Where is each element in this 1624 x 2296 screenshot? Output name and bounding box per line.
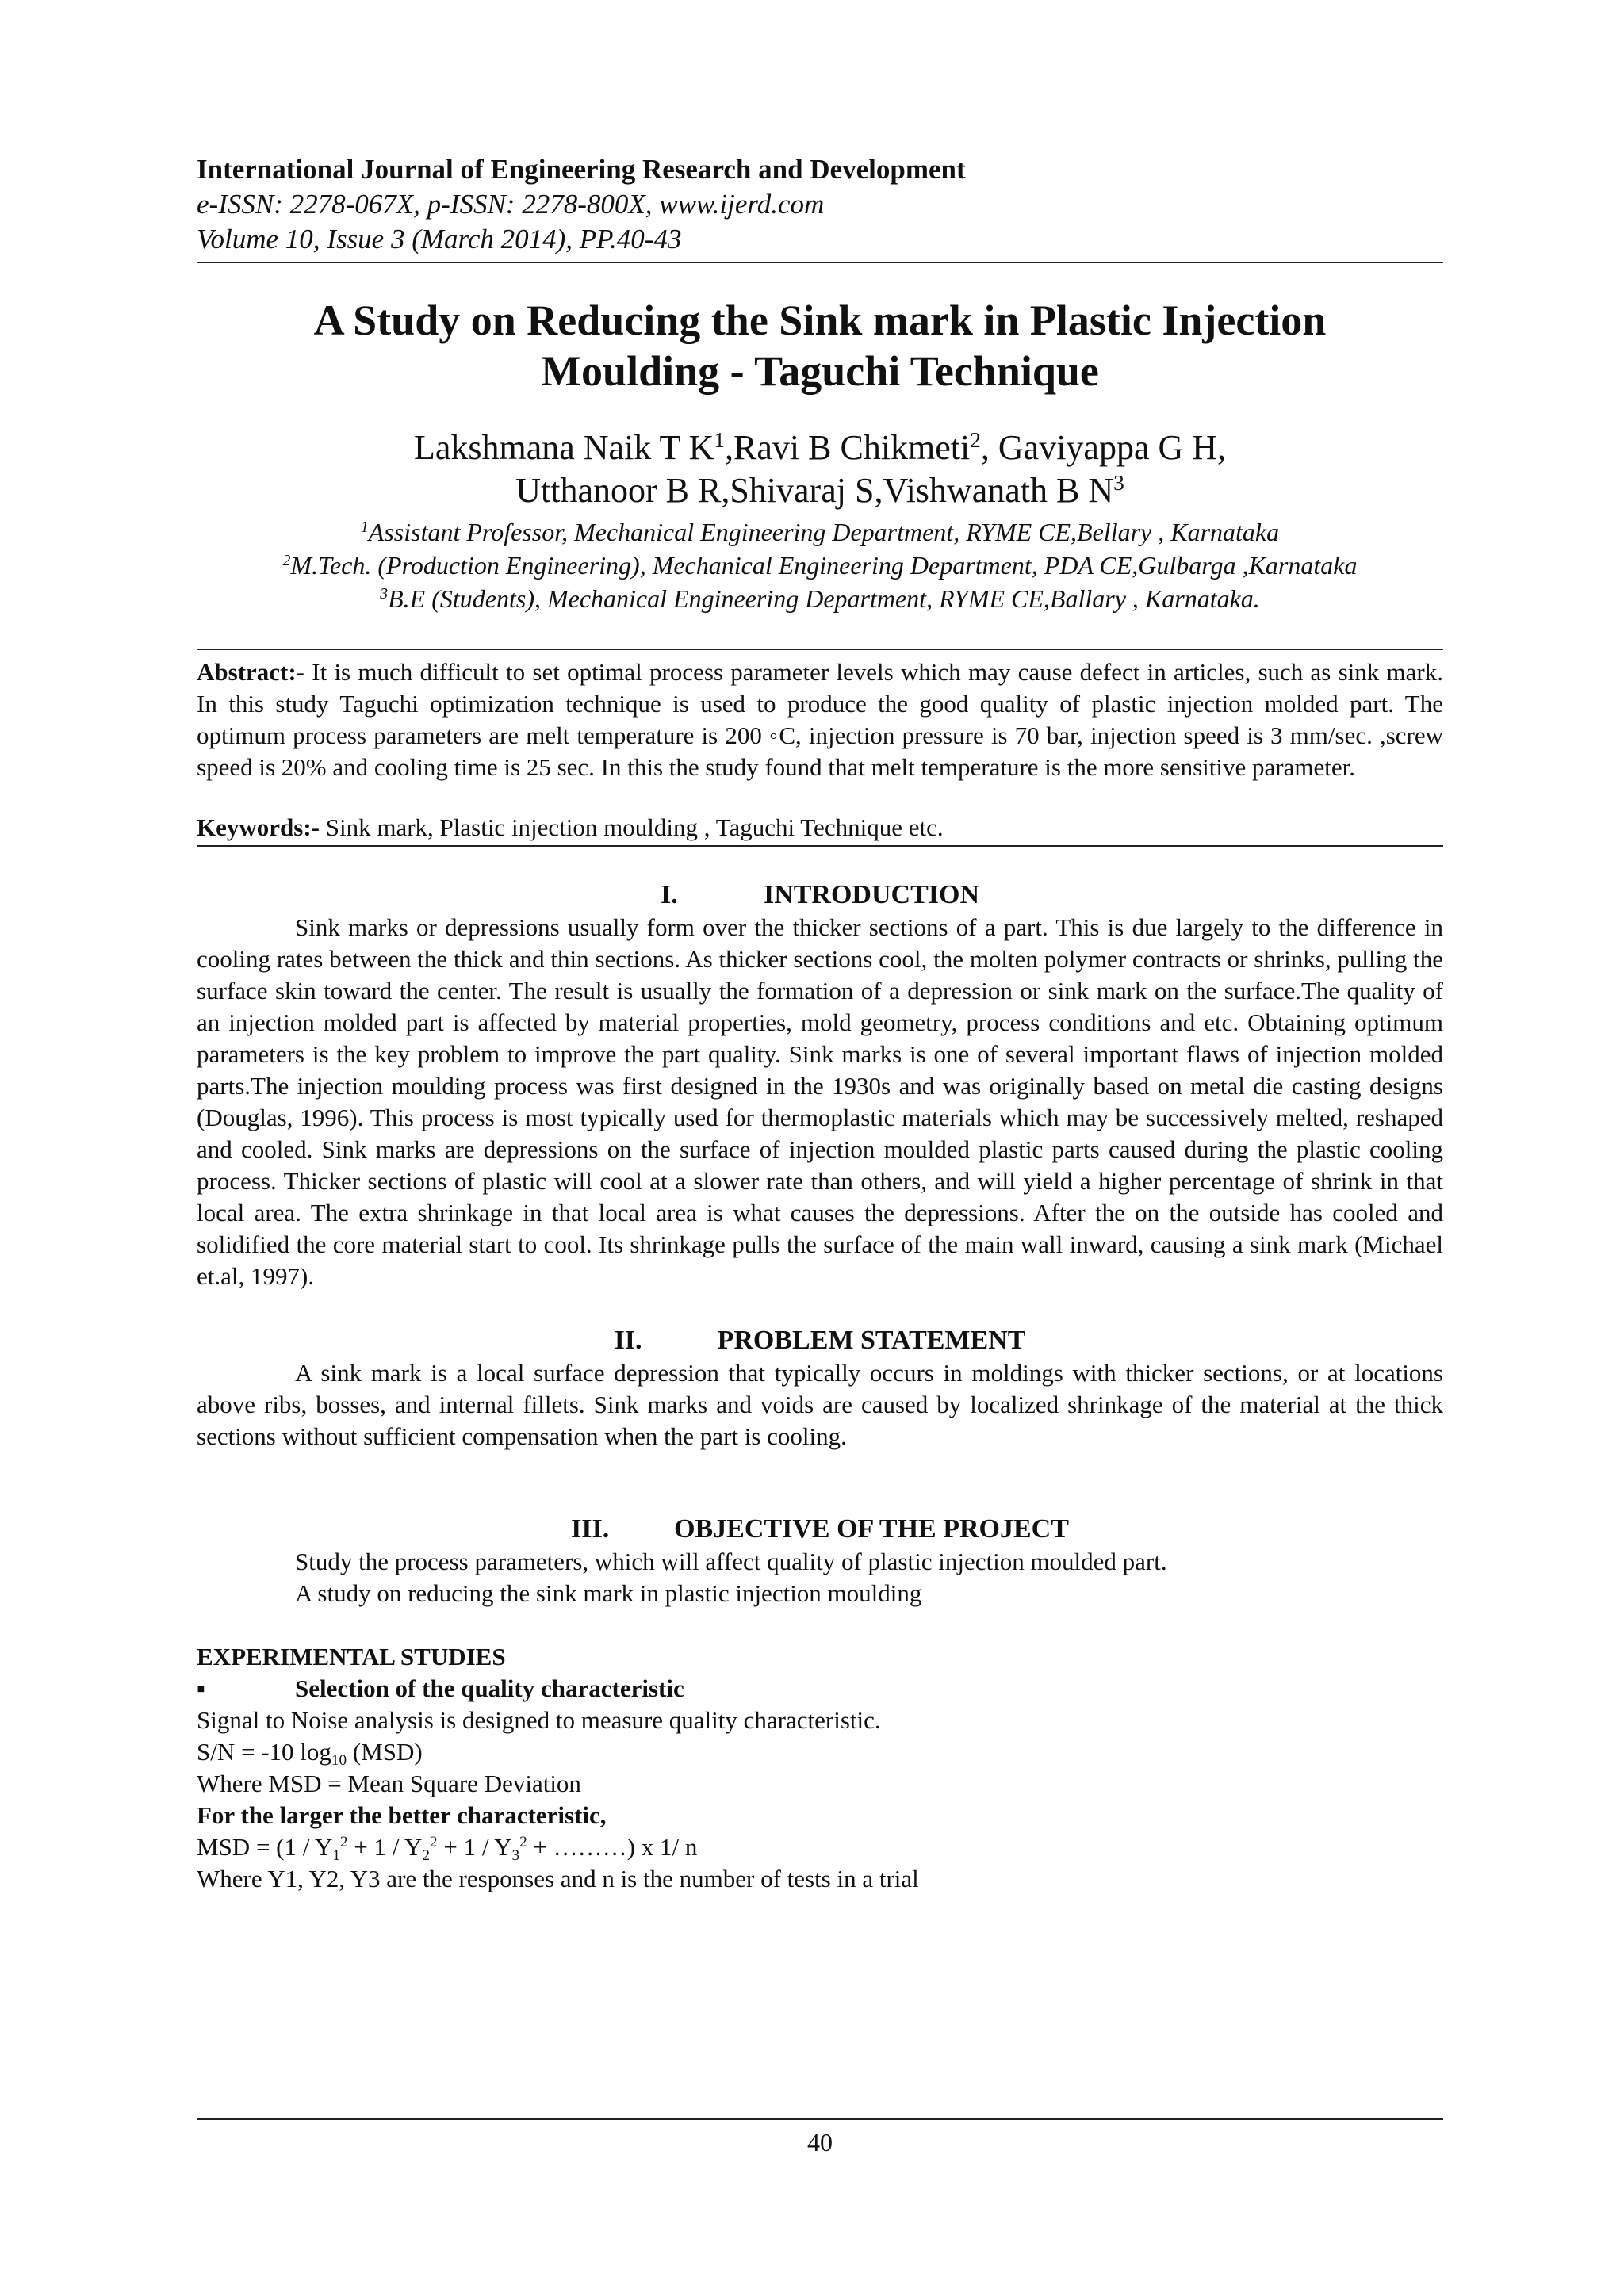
section-number: II. <box>614 1326 642 1355</box>
objective-line-1: Study the process parameters, which will affect quality of plastic injection moulded part. <box>295 1548 1167 1575</box>
sn-formula-msd: (MSD) <box>347 1738 423 1766</box>
author-line-1 <box>197 427 1443 469</box>
affiliations <box>197 515 1443 615</box>
author-4: Utthanoor B R,Shivaraj S,Vishwanath B N <box>515 471 1114 510</box>
journal-name: International Journal of Engineering Research and Development <box>197 154 966 185</box>
experimental-heading: EXPERIMENTAL STUDIES <box>197 1643 506 1670</box>
introduction-paragraph: Sink marks or depressions usually form over the thicker sections of a part. This is due largely to the difference in cooling rates between the thick and thin sections. As thicker sections cool, the molten polymer contracts or shrinks, pulling the surface skin toward the center. The result is usually the formation of a depression or sink mark on the surface.The quality of an injection molded part is affected by material properties, mold geometry, process conditions and etc. Obtaining optimum parameters is the key problem to improve the part quality. Sink marks is one of several important flaws of injection molded parts.The injection moulding process was first designed in the 1930s and was originally based on metal die casting designs (Douglas, 1996). This process is most typically used for thermoplastic materials which may be successively melted, reshaped and cooled. Sink marks are depressions on the surface of injection moulded plastic parts caused during the plastic cooling process. Thicker sections of plastic will cool at a slower rate than others, and will yield a higher percentage of shrink in that local area. The extra shrinkage in that local area is what causes the depressions. After the on the outside has cooled and solidified the core material start to cool. Its shrinkage pulls the surface of the main wall inward, causing a sink mark (Michael et.al, 1997). <box>197 913 1443 1290</box>
msd-part: + 1 / Y <box>437 1833 512 1861</box>
section-title: OBJECTIVE OF THE PROJECT <box>674 1514 1069 1544</box>
journal-volume: Volume 10, Issue 3 (March 2014), PP.40-43 <box>197 224 682 254</box>
affiliation-3 <box>197 582 1443 615</box>
msd-sup: 2 <box>430 1834 438 1851</box>
section-heading-problem <box>197 1324 1443 1357</box>
affiliation-1-text: Assistant Professor, Mechanical Engineering Department, RYME CE,Bellary , Karnataka <box>368 518 1280 546</box>
author-4-sup: 3 <box>1113 471 1124 495</box>
abstract-text: It is much difficult to set optimal process parameter levels which may cause defect in articles, such as sink mark. In this study Taguchi optimization technique is used to produce the good quality of plastic injection molded part. The optimum process parameters are melt temperature is 200 ◦C, injection pressure is 70 bar, injection speed is 3 mm/sec. ,screw speed is 20% and cooling time is 25 sec. In this the study found that melt temperature is the more sensitive parameter. <box>197 658 1443 781</box>
affiliation-2-text: M.Tech. (Production Engineering), Mechanical Engineering Department, PDA CE,Gulbarga ,Karnataka <box>290 551 1358 580</box>
problem-paragraph: A sink mark is a local surface depression that typically occurs in moldings with thicker sections, or at locations above ribs, bosses, and internal fillets. Sink marks and voids are caused by localized shrinkage of the material at the thick sections without sufficient compensation when the part is cooling. <box>197 1359 1443 1450</box>
msd-part: MSD = (1 / Y <box>197 1833 333 1861</box>
abstract <box>197 656 1443 783</box>
author-3: , Gaviyappa G H, <box>980 428 1227 467</box>
section-number: III. <box>571 1514 610 1544</box>
affiliation-3-sup: 3 <box>380 585 389 603</box>
larger-better-text: For the larger the better characteristic, <box>197 1801 607 1829</box>
msd-sub: 3 <box>511 1846 520 1864</box>
title-line-1: A Study on Reducing the Sink mark in Plastic Injection <box>313 297 1327 344</box>
objective-line-2: A study on reducing the sink mark in plastic injection moulding <box>295 1579 922 1607</box>
affiliation-3-text: B.E (Students), Mechanical Engineering Department, RYME CE,Ballary , Karnataka. <box>388 584 1260 613</box>
sn-formula-text: S/N = -10 log <box>197 1738 331 1766</box>
affiliation-1-sup: 1 <box>360 519 369 537</box>
paper-title <box>197 295 1443 396</box>
affiliation-2 <box>197 549 1443 582</box>
paper-page <box>197 152 1443 1895</box>
msd-formula <box>197 1831 1443 1863</box>
author-2: ,Ravi B Chikmeti <box>725 428 971 467</box>
journal-issn: e-ISSN: 2278-067X, p-ISSN: 2278-800X, www.ijerd.com <box>197 189 825 220</box>
header-rule <box>197 262 1443 263</box>
msd-part: + ………) x 1/ n <box>527 1833 698 1861</box>
bullet-mark-icon: ▪ <box>197 1674 205 1702</box>
sn-formula-sub: 10 <box>331 1751 347 1769</box>
section-title: PROBLEM STATEMENT <box>717 1326 1026 1355</box>
larger-better-label <box>197 1800 1443 1831</box>
abstract-label: Abstract:- <box>197 658 305 686</box>
author-list <box>197 427 1443 512</box>
author-1-sup: 1 <box>714 428 726 452</box>
keywords <box>197 812 1443 845</box>
msd-sub: 1 <box>332 1846 340 1864</box>
msd-sub: 2 <box>422 1846 431 1864</box>
msd-definition: Where MSD = Mean Square Deviation <box>197 1770 581 1797</box>
keywords-label: Keywords:- <box>197 813 320 841</box>
msd-sup: 2 <box>339 1834 348 1851</box>
author-line-2 <box>197 469 1443 512</box>
bullet-item <box>197 1673 1443 1705</box>
title-line-2: Moulding - Taguchi Technique <box>541 347 1099 395</box>
sn-description: Signal to Noise analysis is designed to measure quality characteristic. <box>197 1706 881 1734</box>
msd-sup: 2 <box>519 1834 527 1851</box>
keywords-text: Sink mark, Plastic injection moulding , Taguchi Technique etc. <box>319 813 944 841</box>
bullet-title: Selection of the quality characteristic <box>295 1674 684 1702</box>
responses-definition: Where Y1, Y2, Y3 are the responses and n is the number of tests in a trial <box>197 1865 919 1892</box>
author-2-sup: 2 <box>970 428 981 452</box>
sn-formula <box>197 1736 1443 1768</box>
section-heading-objective <box>197 1513 1443 1546</box>
abstract-block <box>197 649 1443 847</box>
page-number: 40 <box>807 2128 833 2156</box>
section-number: I. <box>660 880 678 909</box>
section-heading-introduction <box>197 878 1443 912</box>
affiliation-2-sup: 2 <box>282 552 291 570</box>
journal-header <box>197 152 1443 257</box>
msd-part: + 1 / Y <box>347 1833 423 1861</box>
affiliation-1 <box>197 515 1443 549</box>
author-1: Lakshmana Naik T K <box>413 428 714 467</box>
section-title: INTRODUCTION <box>763 880 980 909</box>
page-footer <box>197 2118 1443 2157</box>
